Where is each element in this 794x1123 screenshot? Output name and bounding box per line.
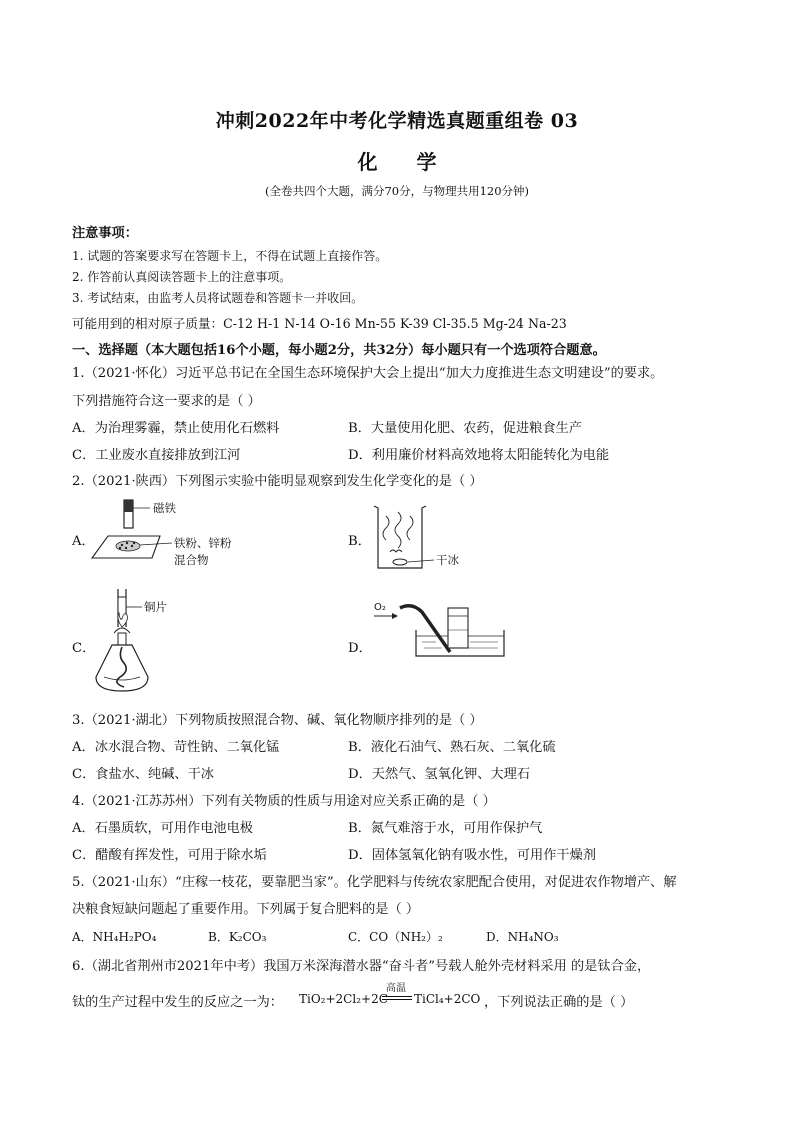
q3-option-c: C．食盐水、纯碱、干冰: [72, 767, 214, 782]
q6-equation-bar-top: [382, 996, 412, 997]
notice-item-1: 1. 试题的答案要求写在答题卡上，不得在试题上直接作答。: [72, 249, 388, 263]
q5-option-b: B．K₂CO₃: [208, 930, 267, 944]
q1-line2: 下列措施符合这一要求的是（ ）: [72, 394, 261, 409]
q4-option-c: C．醋酸有挥发性，可用于除水垢: [72, 848, 267, 863]
dry-ice-piece: [393, 559, 407, 565]
notice-item-3: 3. 考试结束，由监考人员将试题卷和答题卡一并收回。: [72, 291, 364, 305]
notice-item-2: 2. 作答前认真阅读答题卡上的注意事项。: [72, 270, 292, 284]
q1-option-a: A．为治理雾霾，禁止使用化石燃料: [72, 421, 280, 436]
q5-option-d: D．NH₄NO₃: [486, 930, 559, 944]
fig-b-label-dry-ice: 干冰: [436, 553, 459, 567]
q1-option-b: B．大量使用化肥、农药，促进粮食生产: [348, 421, 582, 436]
q5-option-c: C．CO（NH₂）₂: [348, 930, 443, 944]
q6-reaction-condition: 高温: [386, 983, 406, 994]
q4-option-a: A．石墨质软，可用作电池电极: [72, 821, 253, 836]
figure-magnet-experiment: [90, 498, 270, 574]
delivery-tube: [400, 606, 450, 652]
paper-title: 冲刺2022年中考化学精选真题重组卷 03: [215, 110, 579, 132]
q6-equation-products: TiCl₄+2CO: [414, 992, 481, 1006]
q5-line2: 决粮食短缺问题起了重要作用。下列属于复合肥料的是（ ）: [72, 902, 420, 917]
fig-a-label-magnet: 磁铁: [153, 501, 176, 515]
q6-line2-suffix: ，下列说法正确的是（ ）: [484, 995, 634, 1010]
q2-stem: 2.（2021·陕西）下列图示实验中能明显观察到发生化学变化的是（ ）: [72, 474, 483, 489]
q5-line1: 5.（2021·山东）“庄稼一枝花，要靠肥当家”。化学肥料与传统农家肥配合使用，对促进农作物增产、解: [72, 875, 677, 890]
q5-option-a: A．NH₄H₂PO₄: [72, 930, 157, 944]
fig-a-label-mixture: 混合物: [174, 553, 209, 567]
q2-option-c: C．: [72, 641, 96, 656]
q4-option-d: D．固体氢氧化钠有吸水性，可用作干燥剂: [348, 848, 596, 863]
q3-option-b: B．液化石油气、熟石灰、二氧化硫: [348, 740, 556, 755]
notice-heading: 注意事项：: [72, 226, 138, 241]
fig-a-label-powder: 铁粉、锌粉: [174, 536, 232, 550]
q4-option-b: B．氮气难溶于水，可用作保护气: [348, 821, 543, 836]
q6-line2-prefix: 钛的生产过程中发生的反应之一为：: [72, 995, 283, 1010]
subject-title: 化 学: [357, 150, 453, 174]
exam-note: (全卷共四个大题，满分70分，与物理共用120分钟): [264, 184, 530, 198]
atomic-masses: 可能用到的相对原子质量：C-12 H-1 N-14 O-16 Mn-55 K-39 Cl-35.5 Mg-24 Na-23: [72, 316, 567, 331]
q1-option-c: C．工业废水直接排放到江河: [72, 448, 241, 463]
q6-equation-bar-bottom: [382, 999, 412, 1000]
gas-collecting-bottle: [448, 608, 468, 648]
arrow-icon: [392, 613, 398, 619]
q4-stem: 4.（2021·江苏苏州）下列有关物质的性质与用途对应关系正确的是（ ）: [72, 794, 496, 809]
section-1-heading: 一、选择题（本大题包括16个小题，每小题2分，共32分）每小题只有一个选项符合题意。: [72, 343, 606, 358]
fig-d-label-oxygen: O₂: [374, 602, 386, 613]
q1-option-d: D．利用廉价材料高效地将太阳能转化为电能: [348, 448, 610, 463]
q6-equation-reactants: TiO₂+2Cl₂+2C: [299, 992, 388, 1006]
q2-option-d: D．: [348, 641, 372, 656]
q6-line1: 6.（湖北省荆州市2021年中考）我国万米深海潜水器“奋斗者”号载人舱外壳材料采用 的是钛合金，: [72, 959, 651, 974]
q3-option-d: D．天然气、氢氧化钾、大理石: [348, 767, 531, 782]
figure-dry-ice-beaker: [370, 502, 510, 574]
q2-option-a: A．: [72, 534, 95, 549]
figure-oxygen-collection: [372, 600, 512, 660]
figure-copper-heating: [92, 587, 242, 697]
fig-c-label-copper: 铜片: [144, 600, 167, 614]
q3-option-a: A．冰水混合物、苛性钠、二氧化锰: [72, 740, 280, 755]
magnet-pole: [124, 500, 133, 512]
q1-line1: 1.（2021·怀化）习近平总书记在全国生态环境保护大会上提出“加大力度推进生态文明建设”的要求。: [72, 366, 664, 381]
q3-stem: 3.（2021·湖北）下列物质按照混合物、碱、氧化物顺序排列的是（ ）: [72, 713, 483, 728]
alcohol-lamp: [96, 645, 148, 691]
q2-option-b: B．: [348, 534, 371, 549]
